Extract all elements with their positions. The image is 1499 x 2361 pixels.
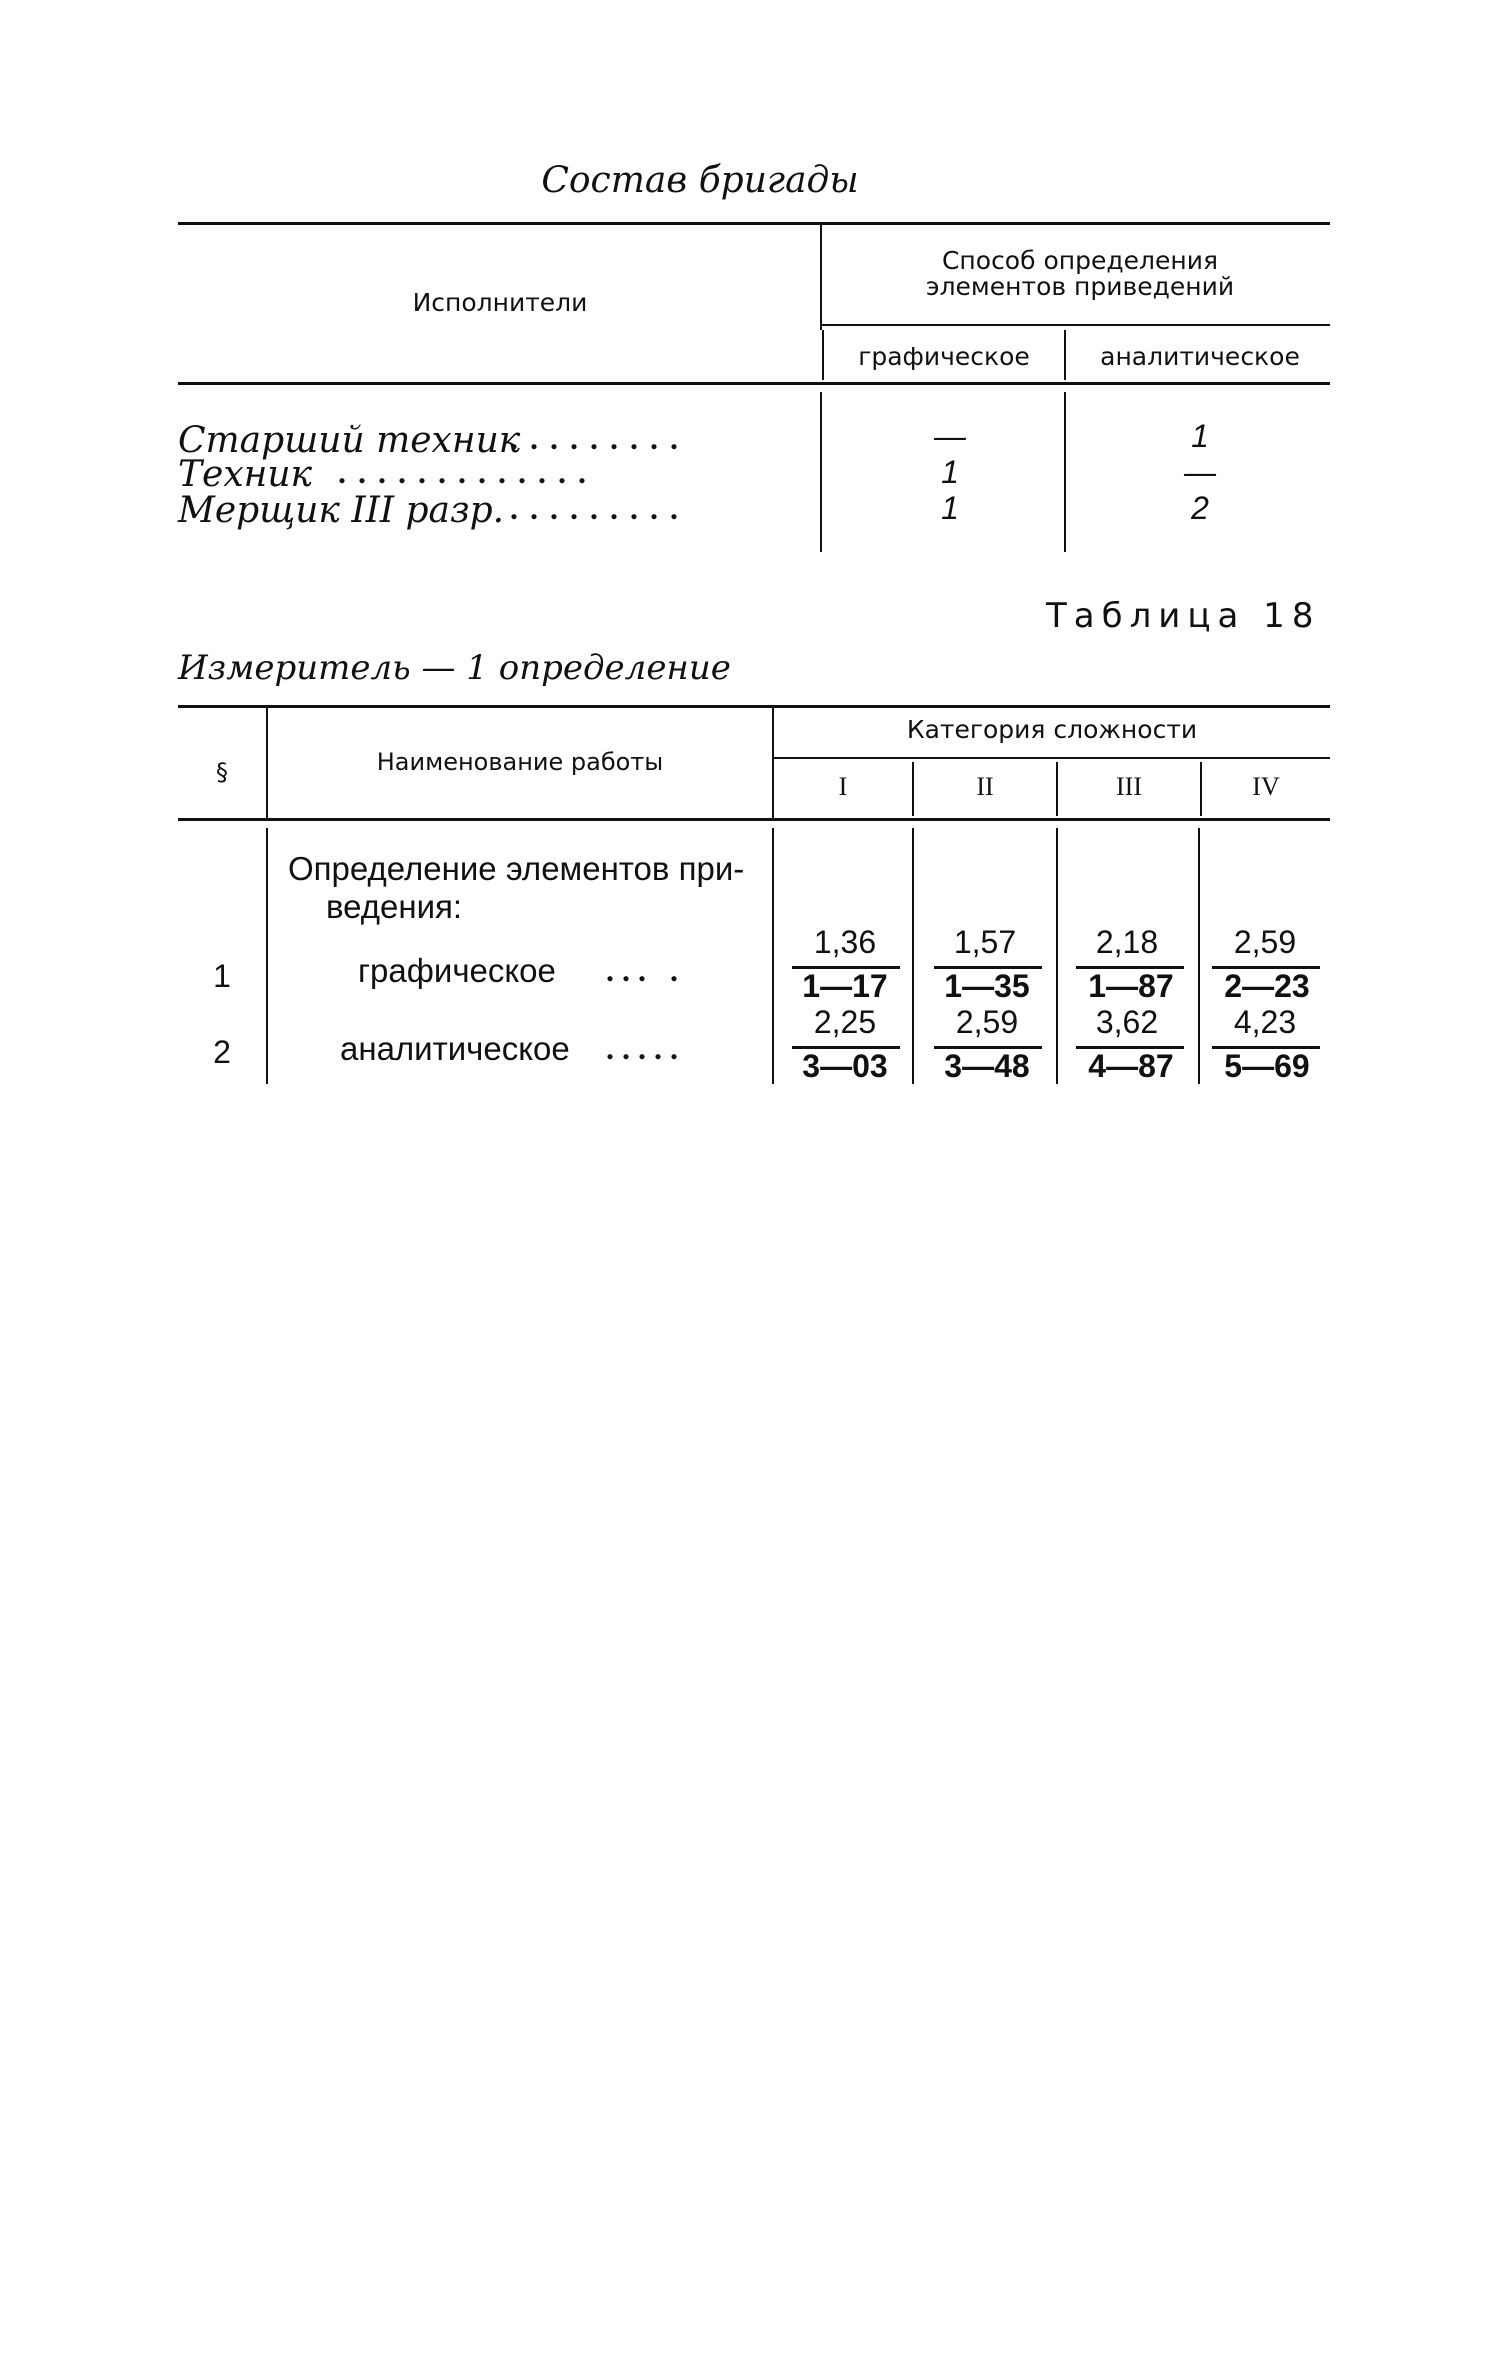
meter-caption: Измеритель — 1 определение: [178, 648, 731, 688]
t18-row-dots: . . . . .: [606, 1030, 678, 1066]
crew-header-method-line2: элементов приведений: [925, 272, 1235, 301]
crew-subheader-divider: [1064, 330, 1066, 380]
t18-row-number: 1: [213, 958, 231, 994]
t18-value-top: 2,59: [1233, 924, 1297, 960]
crew-row-dots: . . . . . . . . .: [510, 420, 680, 456]
crew-row-graphic: 1: [941, 454, 959, 490]
t18-category-rule: [774, 757, 1330, 759]
t18-value-bottom: 4—87: [1088, 1048, 1174, 1084]
crew-row-dots: . . . . . . . . . . . . .: [338, 454, 588, 490]
table-label: Таблица 18: [1046, 596, 1321, 636]
t18-body-divider-3: [912, 828, 914, 1084]
t18-row-dots: . . . .: [606, 952, 678, 988]
crew-row-analytic: 1: [1191, 418, 1209, 454]
t18-group-title: Определение элементов при-: [288, 850, 745, 887]
crew-row-name: Мерщик III разр.: [178, 490, 505, 531]
crew-row-name: Техник: [178, 454, 313, 495]
crew-header-performers: Исполнители: [412, 288, 588, 317]
t18-value-top: 4,23: [1233, 1004, 1297, 1040]
t18-value-bottom: 1—35: [944, 968, 1030, 1004]
t18-body-divider-5: [1198, 828, 1200, 1084]
t18-row-name: аналитическое: [340, 1030, 570, 1067]
t18-header-section: §: [216, 758, 228, 786]
crew-subheader-divider-left: [822, 330, 824, 380]
crew-header-bottom-rule: [178, 382, 1330, 385]
crew-row-graphic: 1: [941, 490, 959, 526]
crew-row-graphic: —: [934, 418, 966, 454]
t18-cat-header: III: [1116, 772, 1142, 801]
t18-body-divider-2: [772, 828, 774, 1084]
crew-top-rule: [178, 222, 1330, 225]
crew-method-rule: [822, 324, 1330, 326]
crew-body-divider-left: [820, 392, 822, 552]
crew-row-analytic: —: [1184, 454, 1216, 490]
t18-value-bottom: 2—23: [1224, 968, 1310, 1004]
t18-cat-header: IV: [1252, 772, 1280, 801]
t18-header-bottom-rule: [178, 818, 1330, 821]
t18-value-bottom: 5—69: [1224, 1048, 1310, 1084]
t18-value-bottom: 1—87: [1088, 968, 1174, 1004]
crew-row-name: Старший техник: [178, 420, 521, 461]
t18-value-top: 1,36: [813, 924, 877, 960]
t18-value-top: 2,18: [1095, 924, 1159, 960]
t18-cat-header: I: [838, 772, 848, 801]
t18-value-top: 2,25: [813, 1004, 877, 1040]
crew-header-analytic: аналитическое: [1100, 342, 1300, 371]
t18-body-divider-4: [1056, 828, 1058, 1084]
crew-header-divider: [820, 224, 822, 330]
t18-header-work-name: Наименование работы: [376, 748, 664, 776]
t18-value-bottom: 1—17: [802, 968, 888, 1004]
t18-body-divider-1: [266, 828, 268, 1084]
t18-header-category: Категория сложности: [906, 715, 1198, 744]
t18-top-rule: [178, 705, 1330, 708]
t18-value-bottom: 3—03: [802, 1048, 888, 1084]
t18-group-title-line2: ведения:: [326, 888, 463, 925]
t18-value-bottom: 3—48: [944, 1048, 1030, 1084]
t18-value-top: 1,57: [953, 924, 1017, 960]
crew-header-graphic: графическое: [858, 342, 1030, 371]
crew-title: Состав бригады: [541, 160, 859, 201]
crew-row-dots: . . . . . . . . .: [510, 490, 680, 526]
t18-value-top: 2,59: [955, 1004, 1019, 1040]
t18-row-name: графическое: [358, 952, 556, 989]
t18-value-top: 3,62: [1095, 1004, 1159, 1040]
crew-row-analytic: 2: [1191, 490, 1209, 526]
crew-header-method: Способ определения: [941, 246, 1219, 275]
t18-row-number: 2: [213, 1034, 231, 1070]
crew-body-divider-mid: [1064, 392, 1066, 552]
t18-cat-header: II: [976, 772, 994, 801]
